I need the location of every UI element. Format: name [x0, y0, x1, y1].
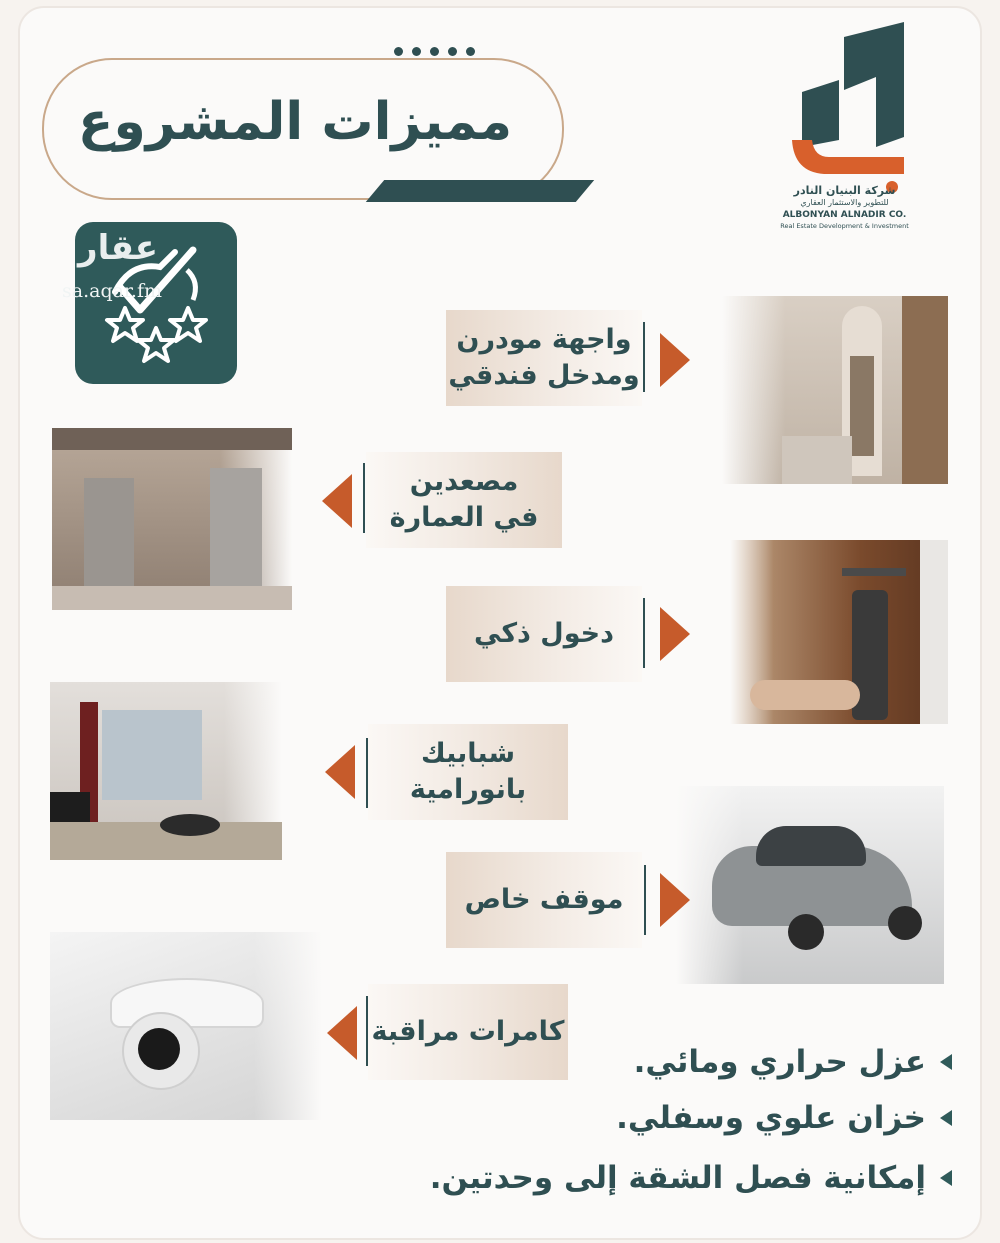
feature-text: موقف خاص [464, 883, 624, 915]
feature-label-cameras [368, 984, 568, 1080]
watermark-url: sa.aqar.fm [62, 280, 163, 302]
smart-lock-photo [730, 540, 948, 724]
separator [366, 738, 368, 808]
separator [363, 463, 365, 533]
arrow-right-icon [660, 873, 690, 927]
arrow-right-icon [660, 607, 690, 661]
bullet-text: عزل حراري ومائي. [633, 1044, 926, 1080]
arrow-left-icon [327, 1006, 357, 1060]
company-tagline-ar: للتطوير والاستثمار العقاري [800, 198, 889, 207]
separator [644, 865, 646, 935]
feature-text: كامرات مراقبة [371, 1015, 565, 1047]
separator [643, 598, 645, 668]
feature-text: شبابيك بانورامية [409, 737, 527, 805]
separator [366, 996, 368, 1066]
feature-text: واجهة مودرن [456, 323, 632, 355]
separator [643, 322, 645, 392]
title-underline-bar [366, 180, 594, 202]
feature-text: ومدخل فندقي [448, 360, 640, 391]
bullet-item [430, 1160, 952, 1196]
company-name-en: ALBONYAN ALNADIR CO. [782, 210, 907, 220]
arrow-left-icon [325, 745, 355, 799]
watermark-arabic: عقار [78, 228, 159, 268]
feature-label-facade [446, 310, 642, 406]
feature-label-elevators [366, 452, 562, 548]
car-photo [676, 786, 944, 984]
bullet-arrow-icon [940, 1170, 952, 1186]
title-dots [394, 47, 475, 56]
feature-text: مصعدين [409, 465, 519, 497]
bullet-item [634, 1044, 952, 1080]
bullet-arrow-icon [940, 1110, 952, 1126]
bullet-item [616, 1100, 952, 1136]
bullet-text: إمكانية فصل الشقة إلى وحدتين. [429, 1160, 926, 1196]
windows-photo [50, 682, 282, 860]
feature-label-smart-entry [446, 586, 642, 682]
camera-photo [50, 932, 322, 1120]
arrow-left-icon [322, 474, 352, 528]
feature-label-windows [368, 724, 568, 820]
feature-text: دخول ذكي [474, 617, 614, 649]
feature-label-parking [446, 852, 642, 948]
bullet-text: خزان علوي وسفلي. [616, 1100, 926, 1136]
facade-photo [722, 296, 948, 484]
page-title: مميزات المشروع [77, 92, 513, 152]
bullet-arrow-icon [940, 1054, 952, 1070]
elevators-photo [52, 428, 292, 610]
company-tagline-en: Real Estate Development & Investment [780, 222, 909, 230]
arrow-right-icon [660, 333, 690, 387]
feature-text: في العمارة [389, 502, 539, 533]
company-name-ar: شركة البنيان النادر [793, 184, 896, 197]
